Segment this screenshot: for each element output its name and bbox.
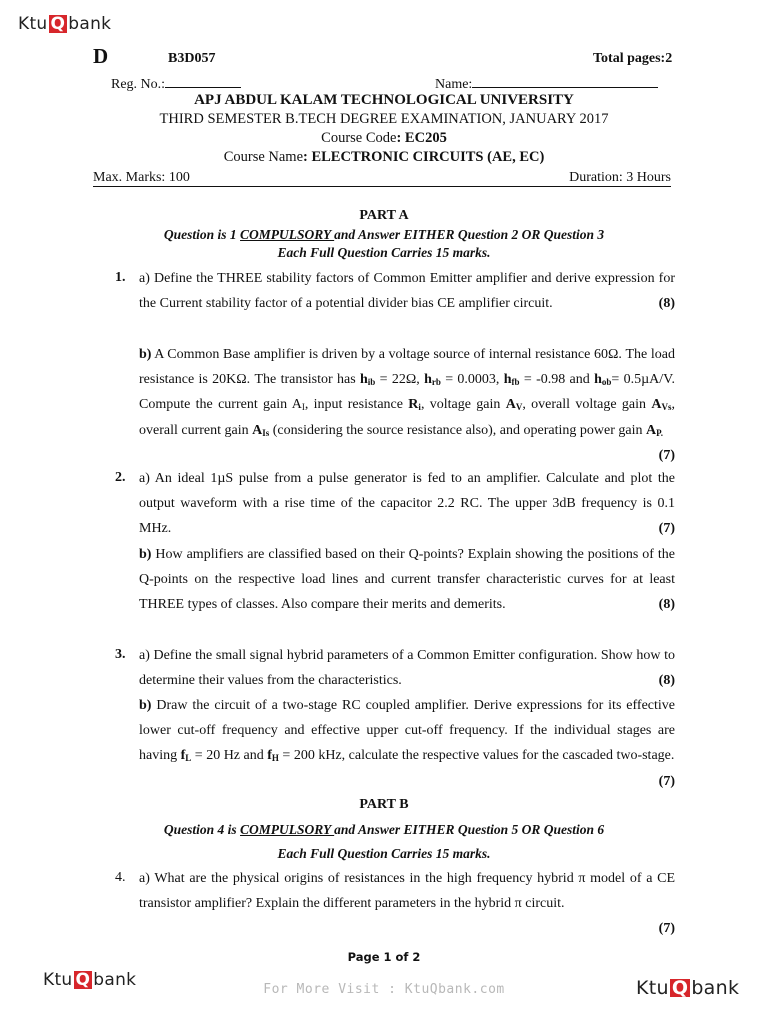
ktuqbank-logo-top: Ktu Q bank: [18, 14, 112, 34]
reg-no-field: [111, 74, 241, 93]
more-visit-link[interactable]: For More Visit : KtuQbank.com: [263, 982, 505, 997]
part-b-title: PART B: [359, 797, 409, 812]
question-number: 4.: [115, 870, 126, 885]
max-marks: Max. Marks: 100: [93, 170, 190, 185]
question-3a: a) Define the small signal hybrid parameters of a Common Emitter configuration. Show how to determine their values from the characteristics. (8): [139, 643, 675, 693]
course-name: Course Name: ELECTRONIC CIRCUITS (AE, EC): [223, 149, 545, 165]
exam-title: THIRD SEMESTER B.TECH DEGREE EXAMINATION, JANUARY 2017: [159, 111, 609, 127]
name-label: Name:: [435, 77, 473, 92]
marks: (7): [658, 521, 675, 537]
name-field: [435, 74, 658, 93]
total-pages: Total pages:2: [593, 51, 673, 66]
ktuqbank-logo-bottom-left: Ktu Q bank: [43, 970, 137, 990]
course-code: Course Code: EC205: [321, 130, 447, 146]
question-2b: b) How amplifiers are classified based on their Q-points? Explain showing the positions of the Q-points on the respective load lines and current transfer characteristic curves for at least THREE types of classes. Also compare their merits and demerits. (8): [139, 542, 675, 618]
duration: Duration: 3 Hours: [569, 170, 671, 185]
question-number: 2.: [115, 470, 126, 485]
question-1b: b) A Common Base amplifier is driven by a voltage source of internal resistance 60Ω. The load resistance is 20KΩ. The transistor has $h_{ib} = 22\Omega$, $h_{rb} = 0.0003$, $h_{fb} = -0.98$ and $h_{ob}= 0.5\mu A/V$. Compute the current gain $A_I$, input resistance $R_i$, voltage gain $A_V$, overall voltage gain $A_{Vs}$, overall current gain $A_{Is}$ (considering the source resistance also), and operating power gain $A_{P.}$ (7): [139, 342, 675, 468]
part-a-marks-note: Each Full Question Carries 15 marks.: [277, 245, 491, 260]
part-a-instructions: Question is 1 COMPULSORY and Answer EITHER Question 2 OR Question 3: [163, 227, 605, 242]
marks: (8): [658, 597, 675, 613]
series-letter: D: [93, 44, 109, 68]
question-3b: b) Draw the circuit of a two-stage RC coupled amplifier. Derive expressions for its effective lower cut-off frequency and effective upper cut-off frequency. If the individual stages are having $f_L = 20$ Hz and $f_H = 200$ kHz, calculate the respective values for the cascaded two-stage. (7): [139, 693, 675, 794]
marks: (7): [658, 921, 675, 937]
part-a-title: PART A: [359, 208, 409, 223]
question-2a: a) An ideal 1µS pulse from a pulse generator is fed to an amplifier. Calculate and plot the output waveform with a rise time of the capacitor 2.2 RC. The upper 3dB frequency is 0.1 MHz. (7): [139, 466, 675, 542]
part-b-instructions: Question 4 is COMPULSORY and Answer EITHER Question 5 OR Question 6: [163, 822, 605, 837]
marks: (8): [658, 296, 675, 312]
marks: (7): [658, 447, 675, 463]
marks-duration-line: [93, 170, 671, 187]
question-4a: a) What are the physical origins of resistances in the high frequency hybrid π model of a CE transistor amplifier? Explain the different parameters in the hybrid π circuit. (7): [139, 866, 675, 942]
university-name: APJ ABDUL KALAM TECHNOLOGICAL UNIVERSITY: [194, 92, 574, 108]
reg-no-label: Reg. No.:: [111, 77, 166, 92]
marks: (8): [658, 673, 675, 689]
paper-code: B3D057: [168, 51, 216, 66]
page-number: Page 1 of 2: [347, 950, 421, 964]
question-1a: a) Define the THREE stability factors of Common Emitter amplifier and derive expression for the Current stability factor of a potential divider bias CE amplifier circuit. (8): [139, 266, 675, 316]
marks: (7): [658, 773, 675, 789]
part-b-marks-note: Each Full Question Carries 15 marks.: [277, 846, 491, 861]
question-number: 3.: [115, 647, 126, 662]
ktuqbank-logo-bottom-right: Ktu Q bank: [636, 977, 740, 999]
question-number: 1.: [115, 270, 126, 285]
